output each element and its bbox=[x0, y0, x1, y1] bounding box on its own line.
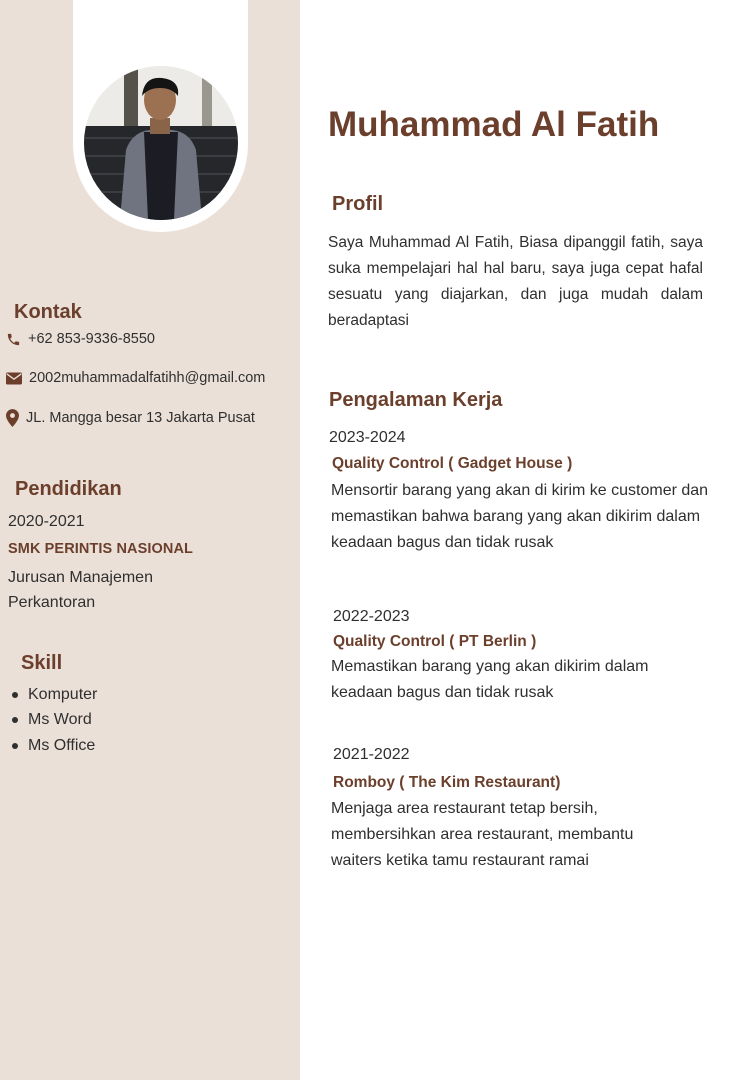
job-description: Memastikan barang yang akan dikirim dalam keadaan bagus dan tidak rusak bbox=[331, 658, 649, 701]
education-school: SMK PERINTIS NASIONAL bbox=[8, 541, 193, 557]
profile-heading: Profil bbox=[332, 193, 384, 215]
contact-phone[interactable] bbox=[6, 331, 155, 347]
job-years: 2023-2024 bbox=[329, 429, 406, 446]
address-text: JL. Mangga besar 13 Jakarta Pusat bbox=[26, 410, 255, 426]
job-title: Quality Control ( Gadget House ) bbox=[332, 455, 573, 472]
job-title: Quality Control ( PT Berlin ) bbox=[333, 633, 537, 650]
skill-item: Ms Office bbox=[12, 733, 97, 759]
education-major-line1: Jurusan Manajemen bbox=[8, 569, 153, 586]
profile-photo bbox=[84, 66, 238, 220]
person-name: Muhammad Al Fatih bbox=[328, 105, 660, 144]
phone-icon bbox=[6, 332, 21, 347]
skill-item: Komputer bbox=[12, 682, 97, 708]
contact-email[interactable] bbox=[6, 370, 265, 386]
bullet-icon bbox=[12, 743, 18, 749]
job-title: Romboy ( The Kim Restaurant) bbox=[333, 774, 561, 791]
experience-heading: Pengalaman Kerja bbox=[329, 389, 503, 411]
email-text: 2002muhammadalfatihh@gmail.com bbox=[29, 370, 266, 386]
education-heading: Pendidikan bbox=[15, 478, 122, 500]
skills-list bbox=[12, 682, 97, 759]
bullet-icon bbox=[12, 692, 18, 698]
job-description: Mensortir barang yang akan di kirim ke customer dan memastikan bahwa barang yang akan dikirim dalam keadaan bagus dan tidak rusak bbox=[331, 482, 709, 551]
contact-address bbox=[6, 409, 255, 427]
bullet-icon bbox=[12, 717, 18, 723]
contact-heading: Kontak bbox=[14, 301, 82, 323]
location-pin-icon bbox=[6, 409, 19, 427]
job-description: Menjaga area restaurant tetap bersih, membersihkan area restaurant, membantu waiters ketika tamu restaurant ramai bbox=[331, 800, 634, 869]
job-years: 2021-2022 bbox=[333, 746, 410, 763]
education-major-line2: Perkantoran bbox=[8, 594, 96, 611]
skill-item: Ms Word bbox=[12, 708, 97, 734]
phone-text: +62 853-9336-8550 bbox=[28, 331, 155, 347]
profile-text: Saya Muhammad Al Fatih, Biasa dipanggil fatih, saya suka mempelajari hal hal baru, saya juga cepat hafal sesuatu yang diajarkan, dan juga mudah dalam beradaptasi bbox=[328, 234, 703, 329]
education-years: 2020-2021 bbox=[8, 513, 85, 530]
skills-heading: Skill bbox=[21, 652, 63, 674]
profile-photo-illustration bbox=[84, 66, 238, 220]
job-years: 2022-2023 bbox=[333, 608, 410, 625]
envelope-icon bbox=[6, 372, 22, 385]
